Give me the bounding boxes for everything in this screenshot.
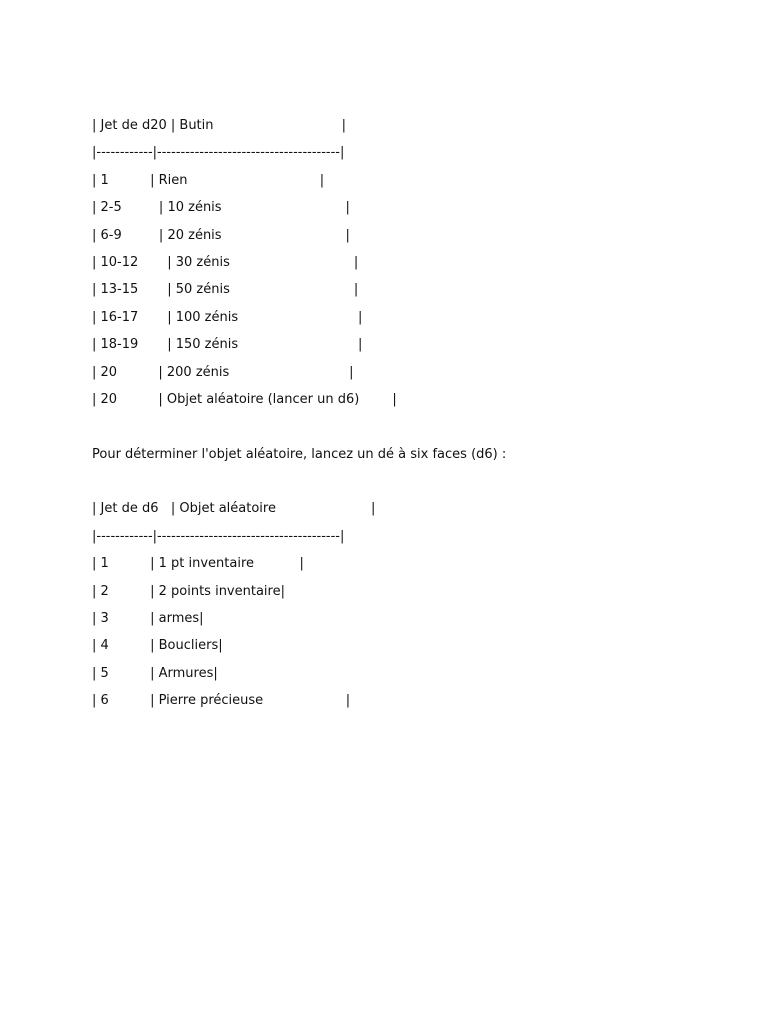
blank-line [92,468,732,495]
d20-table-row: | 10-12 | 30 zénis | [92,254,359,270]
d6-table-row: | 2 | 2 points inventaire| [92,583,285,599]
d20-table-row: | 16-17 | 100 zénis | [92,309,363,325]
intro-paragraph: Pour déterminer l'objet aléatoire, lancez un dé à six faces (d6) : [92,446,507,462]
d6-table-row: | 5 | Armures| [92,665,218,681]
d6-table-row: | 4 | Boucliers| [92,638,223,654]
d20-table-separator: |------------|---------------------------------------| [92,145,345,161]
d20-table-row: | 18-19 | 150 zénis | [92,337,363,353]
d20-table-row: | 1 | Rien | [92,172,325,188]
d6-table-header: | Jet de d6 | Objet aléatoire | [92,501,376,517]
d6-table-row: | 6 | Pierre précieuse | [92,693,351,709]
d6-table-row: | 1 | 1 pt inventaire | [92,556,304,572]
d20-table-header: | Jet de d20 | Butin | [92,118,346,133]
d6-table-separator: |------------|---------------------------------------| [92,528,345,544]
d6-table-row: | 3 | armes| [92,611,204,627]
document-content [92,112,732,715]
blank-line [92,413,732,440]
d20-table-row: | 13-15 | 50 zénis | [92,282,359,298]
d20-table-row: | 20 | 200 zénis | [92,364,354,380]
d20-table-row: | 20 | Objet aléatoire (lancer un d6) | [92,391,397,407]
d20-table-row: | 6-9 | 20 zénis | [92,227,350,243]
d20-table-row: | 2-5 | 10 zénis | [92,200,350,216]
